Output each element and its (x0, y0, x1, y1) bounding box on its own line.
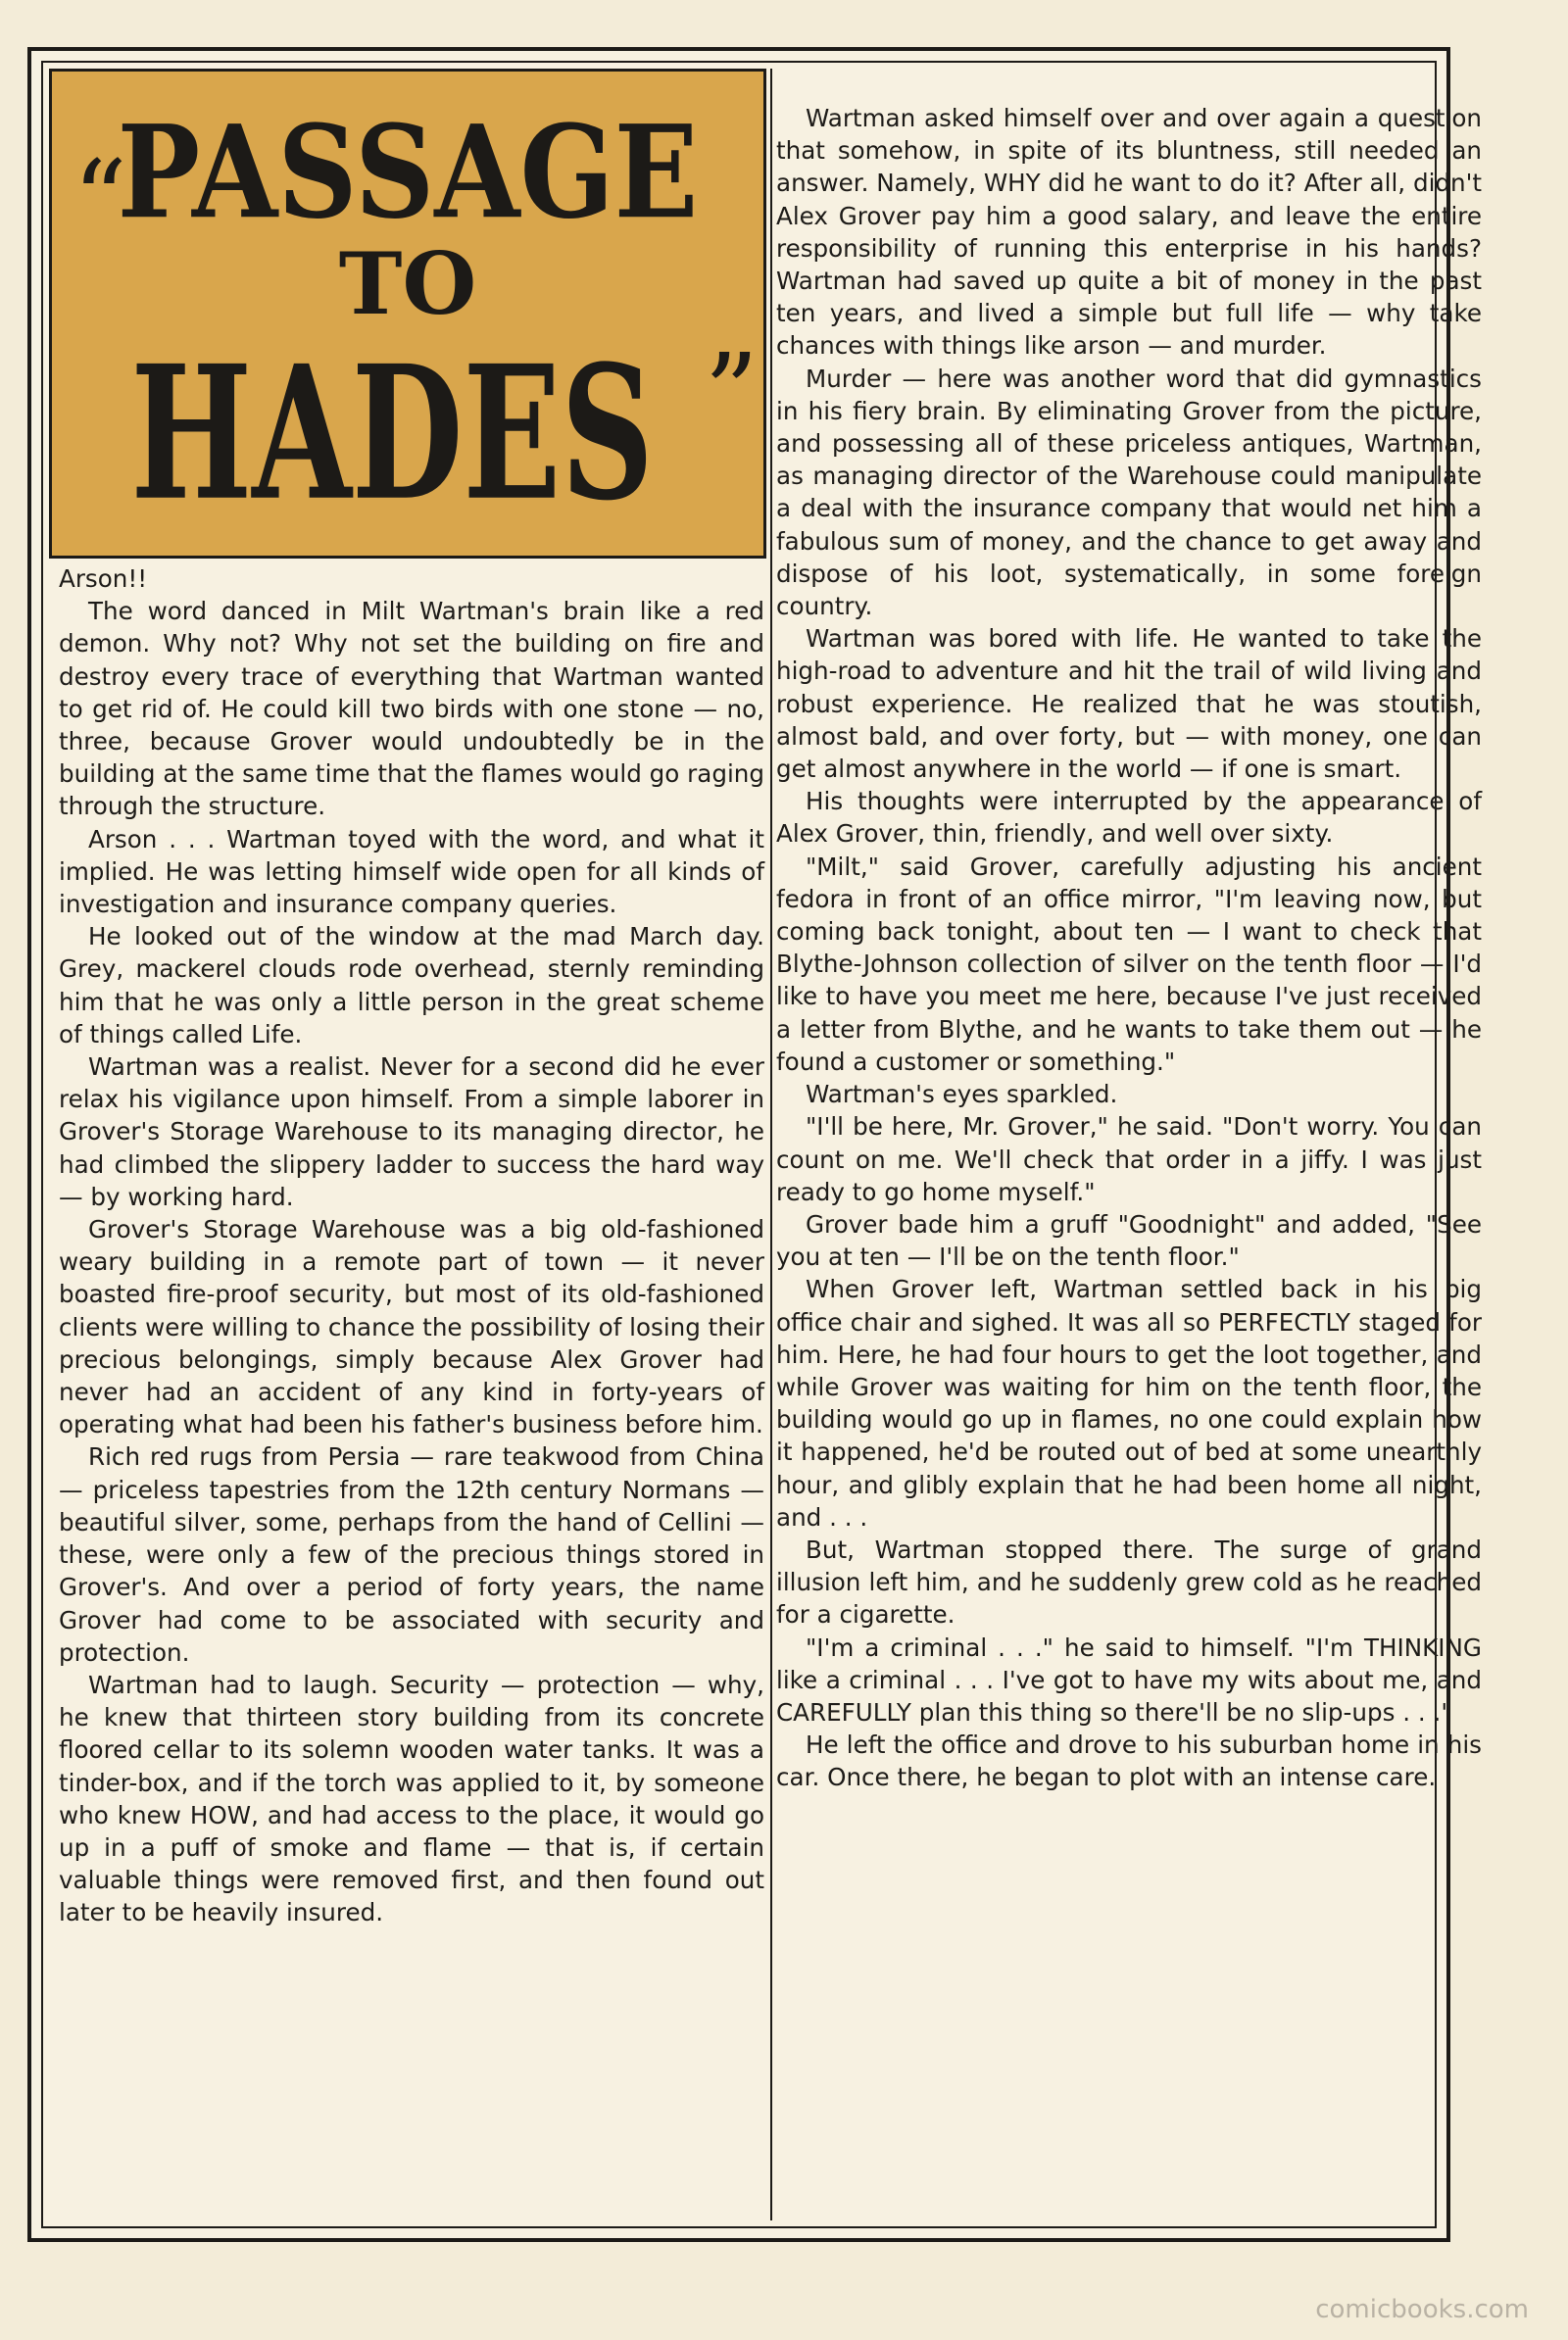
column-divider (770, 69, 772, 2220)
title-line-to: TO (338, 233, 477, 334)
paragraph: Arson!! (59, 564, 148, 593)
title-line-hades: HADES (130, 325, 654, 542)
paragraph: He looked out of the window at the mad March day. Grey, mackerel clouds rode overhead, sternly reminding him that he was only a little person in the great scheme of things called Life. (59, 922, 764, 1048)
paragraph: Murder — here was another word that did gymnastics in his fiery brain. By eliminating Grover from the picture, and possessing all of these priceless antiques, Wartman, as managing director of the Warehouse could manipulate a deal with the insurance company that would net him a fabulous sum of money, and the chance to get away and dispose of his loot, systematically, in some foreign country. (776, 364, 1482, 621)
title-panel (49, 69, 766, 559)
title-open-quote: “ (73, 136, 127, 262)
paragraph: "I'll be here, Mr. Grover," he said. "Don't worry. You can count on me. We'll check that order in a jiffy. I was just ready to go home myself." (776, 1112, 1482, 1206)
paragraph: "Milt," said Grover, carefully adjusting his ancient fedora in front of an office mirror, "I'm leaving now, but coming back tonight, about ten — I want to check that Blythe-Johnson collection of silver on the tenth floor — I'd like to have you meet me here, because I've just received a letter from Blythe, and he wants to take them out — he found a customer or something." (776, 852, 1482, 1076)
paragraph: Wartman was bored with life. He wanted to take the high-road to adventure and hit the trail of wild living and robust experience. He realized that he was stoutish, almost bald, and over forty, but — with money, one can get almost anywhere in the world — if one is smart. (776, 624, 1482, 784)
paragraph: "I'm a criminal . . ." he said to himself. "I'm THINKING like a criminal . . . I've got to have my wits about me, and CAREFULLY plan this thing so there'll be no slip-ups . . ." (776, 1633, 1482, 1727)
watermark: comicbooks.com (1315, 2295, 1529, 2324)
paragraph: His thoughts were interrupted by the appearance of Alex Grover, thin, friendly, and well over sixty. (776, 787, 1482, 849)
paragraph: Wartman was a realist. Never for a second did he ever relax his vigilance upon himself. From a simple laborer in Grover's Storage Warehouse to its managing director, he had climbed the slippery ladder to success the hard way — by working hard. (59, 1052, 764, 1211)
paragraph: Rich red rugs from Persia — rare teakwood from China — priceless tapestries from the 12th century Normans — beautiful silver, some, perhaps from the hand of Cellini — these, were only a few of the precious things stored in Grover's. And over a period of forty years, the name Grover had come to be associated with security and protection. (59, 1442, 764, 1667)
title-line-passage: PASSAGE (117, 97, 699, 248)
paragraph: Grover's Storage Warehouse was a big old-fashioned weary building in a remote part of town — it never boasted fire-proof security, but most of its old-fashioned clients were willing to chance the possibility of losing their precious belongings, simply because Alex Grover had never had an accident of any kind in forty-years of operating what had been his father's business before him. (59, 1215, 764, 1439)
paragraph: Wartman asked himself over and over again a question that somehow, in spite of its bluntness, still needed an answer. Namely, WHY did he want to do it? After all, didn't Alex Grover pay him a good salary, and leave the entire responsibility of running this enterprise in his hands? Wartman had saved up quite a bit of money in the past ten years, and lived a simple but full life — why take chances with things like arson — and murder. (776, 104, 1482, 361)
paragraph: But, Wartman stopped there. The surge of grand illusion left him, and he suddenly grew cold as he reached for a cigarette. (776, 1535, 1482, 1630)
paragraph: Grover bade him a gruff "Goodnight" and added, "See you at ten — I'll be on the tenth floor." (776, 1209, 1482, 1272)
paragraph: Arson . . . Wartman toyed with the word, and what it implied. He was letting himself wide open for all kinds of investigation and insurance company queries. (59, 824, 764, 919)
title-art (52, 72, 763, 556)
left-column (59, 562, 764, 1929)
paragraph: When Grover left, Wartman settled back in his big office chair and sighed. It was all so PERFECTLY staged for him. Here, he had four hours to get the loot together, and while Grover was waiting for him on the tenth floor, the building would go up in flames, no one could explain how it happened, he'd be routed out of bed at some unearthly hour, and glibly explain that he had been home all night, and . . . (776, 1275, 1482, 1532)
page-frame (27, 47, 1482, 2242)
paragraph: Wartman's eyes sparkled. (806, 1080, 1118, 1109)
paragraph: He left the office and drove to his suburban home in his car. Once there, he began to plot with an intense care. (776, 1731, 1482, 1792)
right-column (776, 102, 1482, 1794)
title-close-quote: ” (704, 330, 759, 456)
paragraph: Wartman had to laugh. Security — protection — why, he knew that thirteen story building from its concrete floored cellar to its solemn wooden water tanks. It was a tinder-box, and if the torch was applied to it, by someone who knew HOW, and had access to the place, it would go up in a puff of smoke and flame — that is, if certain valuable things were removed first, and then found out later to be heavily insured. (59, 1670, 764, 1927)
paragraph: The word danced in Milt Wartman's brain like a red demon. Why not? Why not set the building on fire and destroy every trace of everything that Wartman wanted to get rid of. He could kill two birds with one stone — no, three, because Grover would undoubtedly be in the building at the same time that the flames would go raging through the structure. (59, 597, 764, 821)
